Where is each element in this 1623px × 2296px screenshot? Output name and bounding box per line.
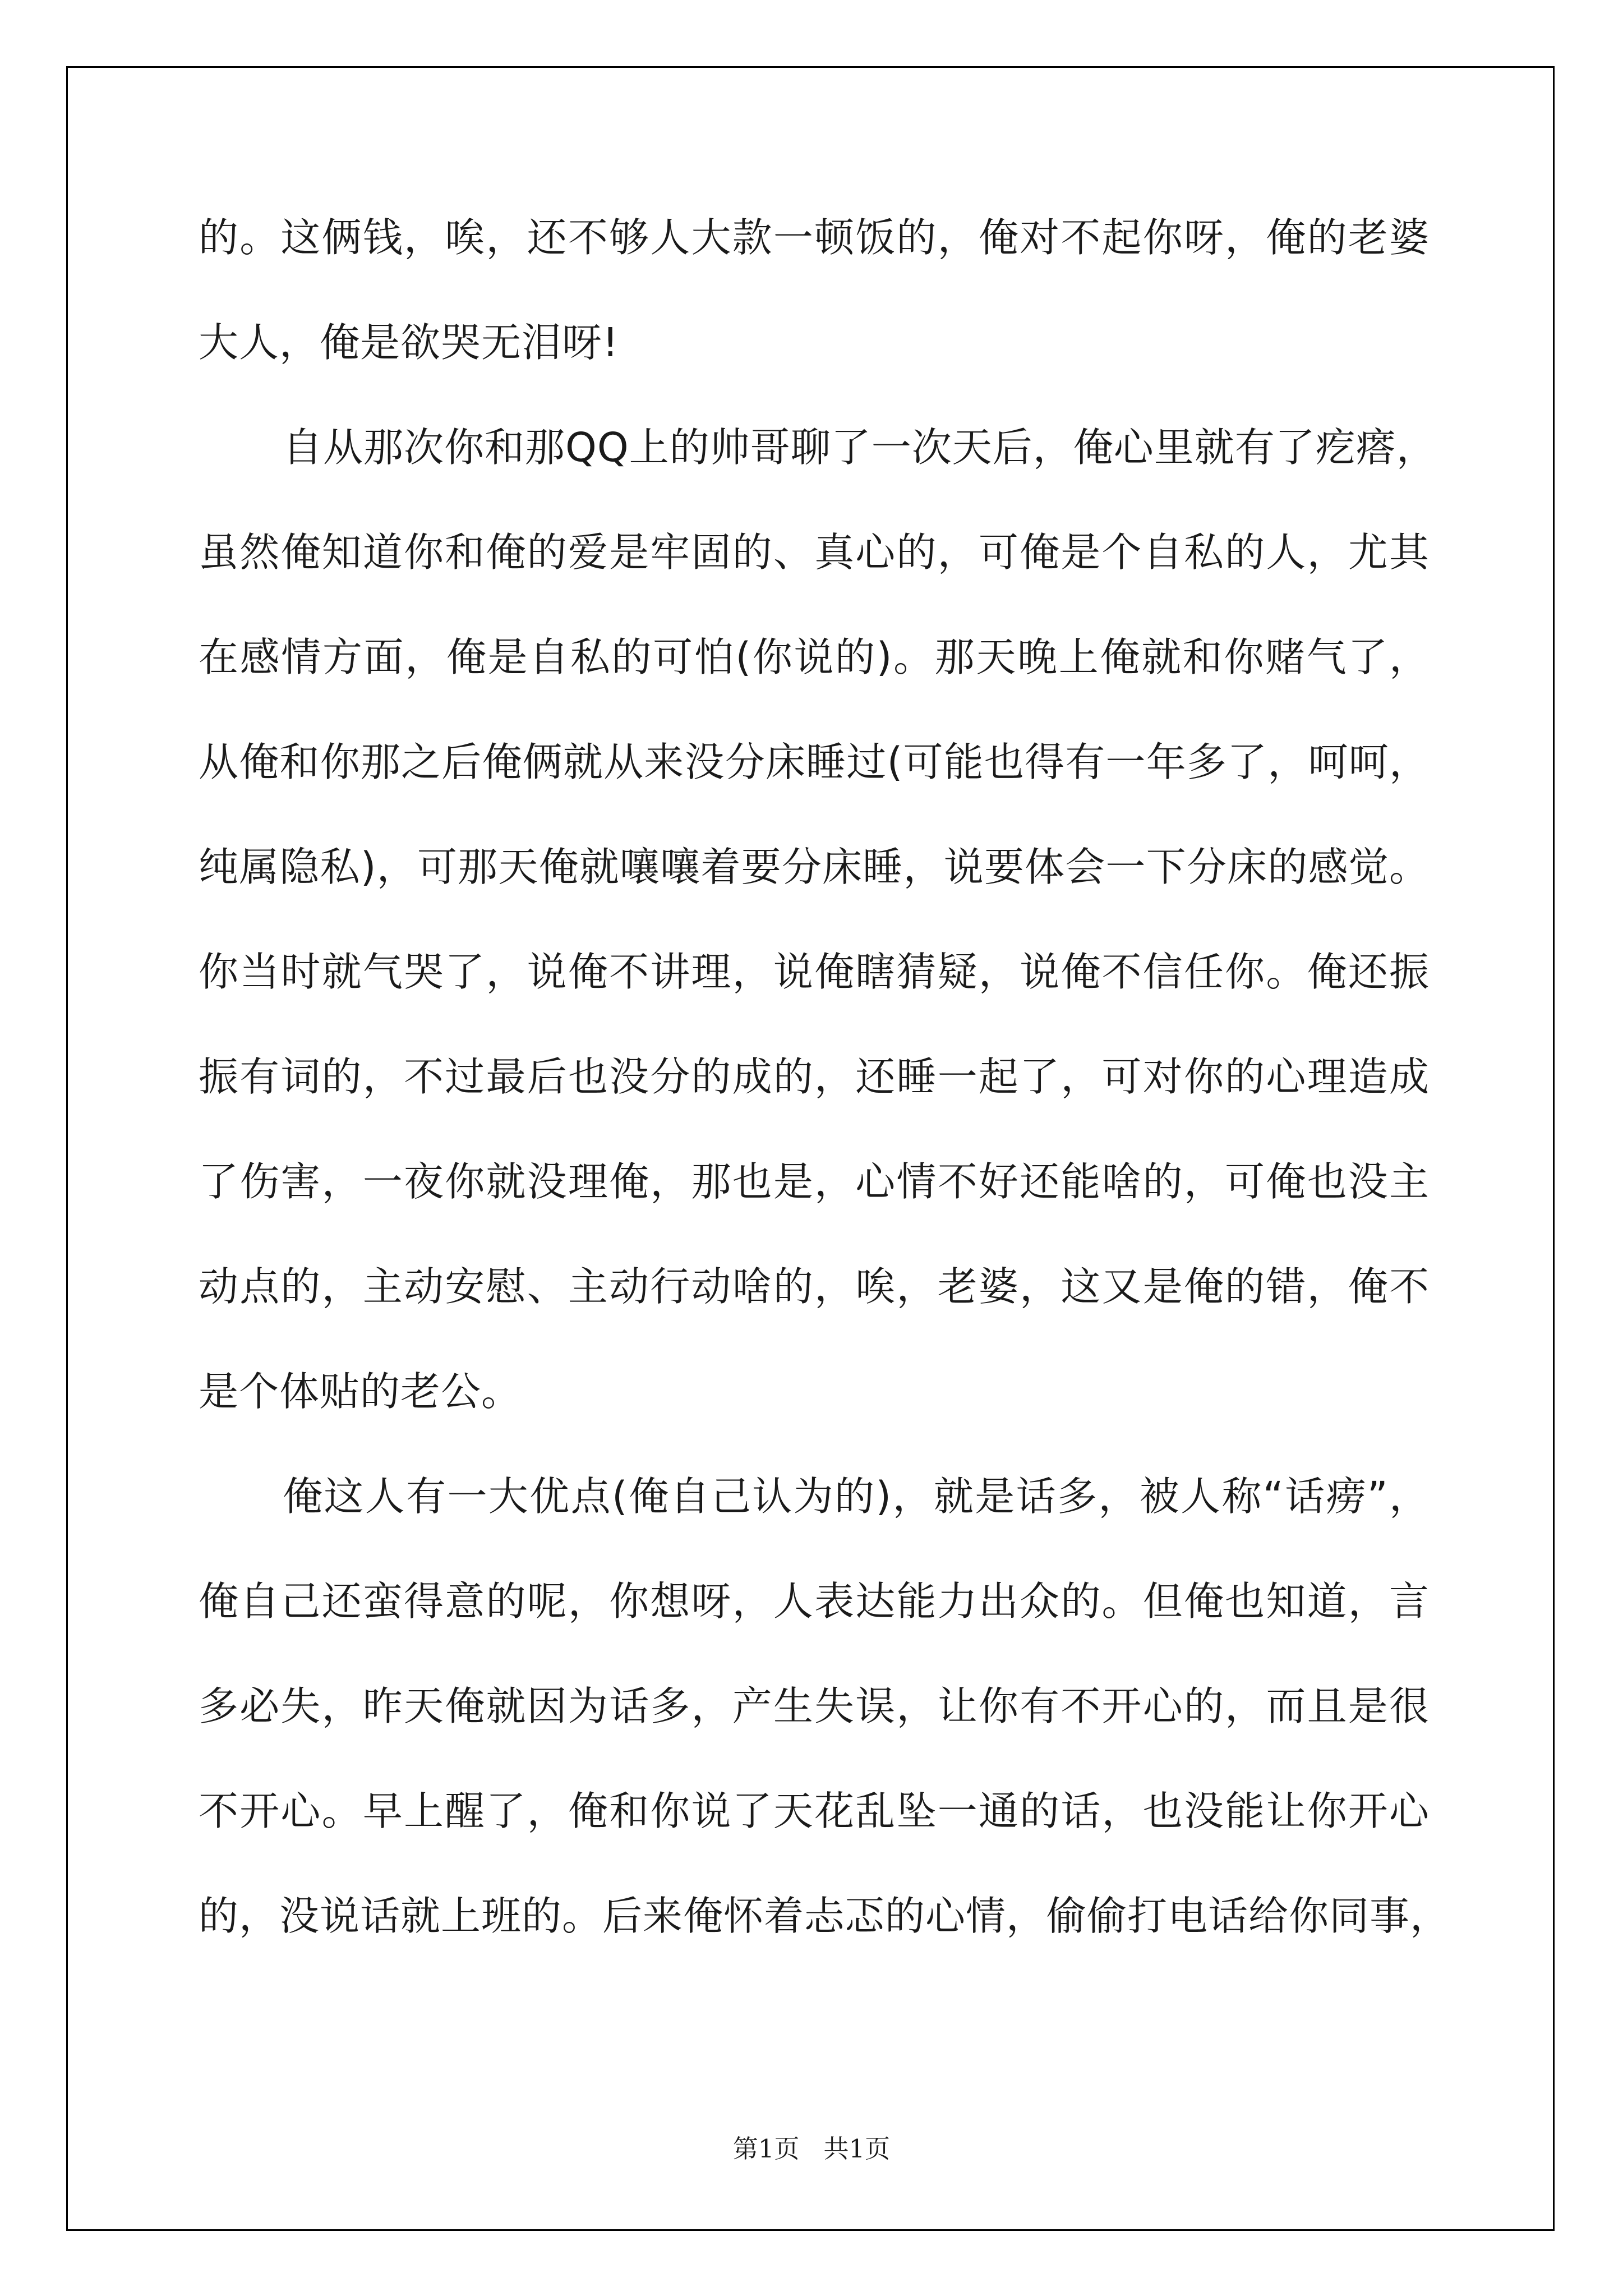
text-line: 俺这人有一大优点(俺自己认为的)，就是话多，被人称“话痨”， bbox=[283, 1473, 1430, 1520]
text-line: 了伤害，一夜你就没理俺，那也是，心情不好还能啥的，可俺也没主 bbox=[199, 1158, 1430, 1205]
text-line: 多必失，昨天俺就因为话多，产生失误，让你有不开心的，而且是很 bbox=[199, 1683, 1430, 1729]
text-line: 是个体贴的老公。 bbox=[199, 1368, 522, 1415]
text-line: 振有词的，不过最后也没分的成的，还睡一起了，可对你的心理造成 bbox=[199, 1053, 1430, 1100]
text-line: 纯属隐私)，可那天俺就嚷嚷着要分床睡，说要体会一下分床的感觉。 bbox=[199, 844, 1430, 890]
page-number: 第1页 共1页 bbox=[732, 2134, 891, 2164]
text-line: 大人，俺是欲哭无泪呀! bbox=[199, 319, 619, 366]
text-line: 自从那次你和那QQ上的帅哥聊了一次天后，俺心里就有了疙瘩， bbox=[283, 424, 1437, 471]
text-line: 动点的，主动安慰、主动行动啥的，唉，老婆，这又是俺的错，俺不 bbox=[199, 1263, 1430, 1310]
text-line: 你当时就气哭了，说俺不讲理，说俺瞎猜疑，说俺不信任你。俺还振 bbox=[199, 949, 1430, 995]
document-body bbox=[199, 214, 1451, 1998]
text-line: 不开心。早上醒了，俺和你说了天花乱坠一通的话，也没能让你开心 bbox=[199, 1788, 1430, 1834]
text-line: 在感情方面，俺是自私的可怕(你说的)。那天晚上俺就和你赌气了， bbox=[199, 634, 1430, 680]
text-line: 的，没说话就上班的。后来俺怀着忐忑的心情，偷偷打电话给你同事， bbox=[199, 1893, 1451, 1939]
text-line: 的。这俩钱，唉，还不够人大款一顿饭的，俺对不起你呀，俺的老婆 bbox=[199, 214, 1430, 261]
text-line: 虽然俺知道你和俺的爱是牢固的、真心的，可俺是个自私的人，尤其 bbox=[199, 529, 1430, 576]
text-line: 俺自己还蛮得意的呢，你想呀，人表达能力出众的。但俺也知道，言 bbox=[199, 1578, 1430, 1625]
text-line: 从俺和你那之后俺俩就从来没分床睡过(可能也得有一年多了，呵呵， bbox=[199, 739, 1430, 785]
